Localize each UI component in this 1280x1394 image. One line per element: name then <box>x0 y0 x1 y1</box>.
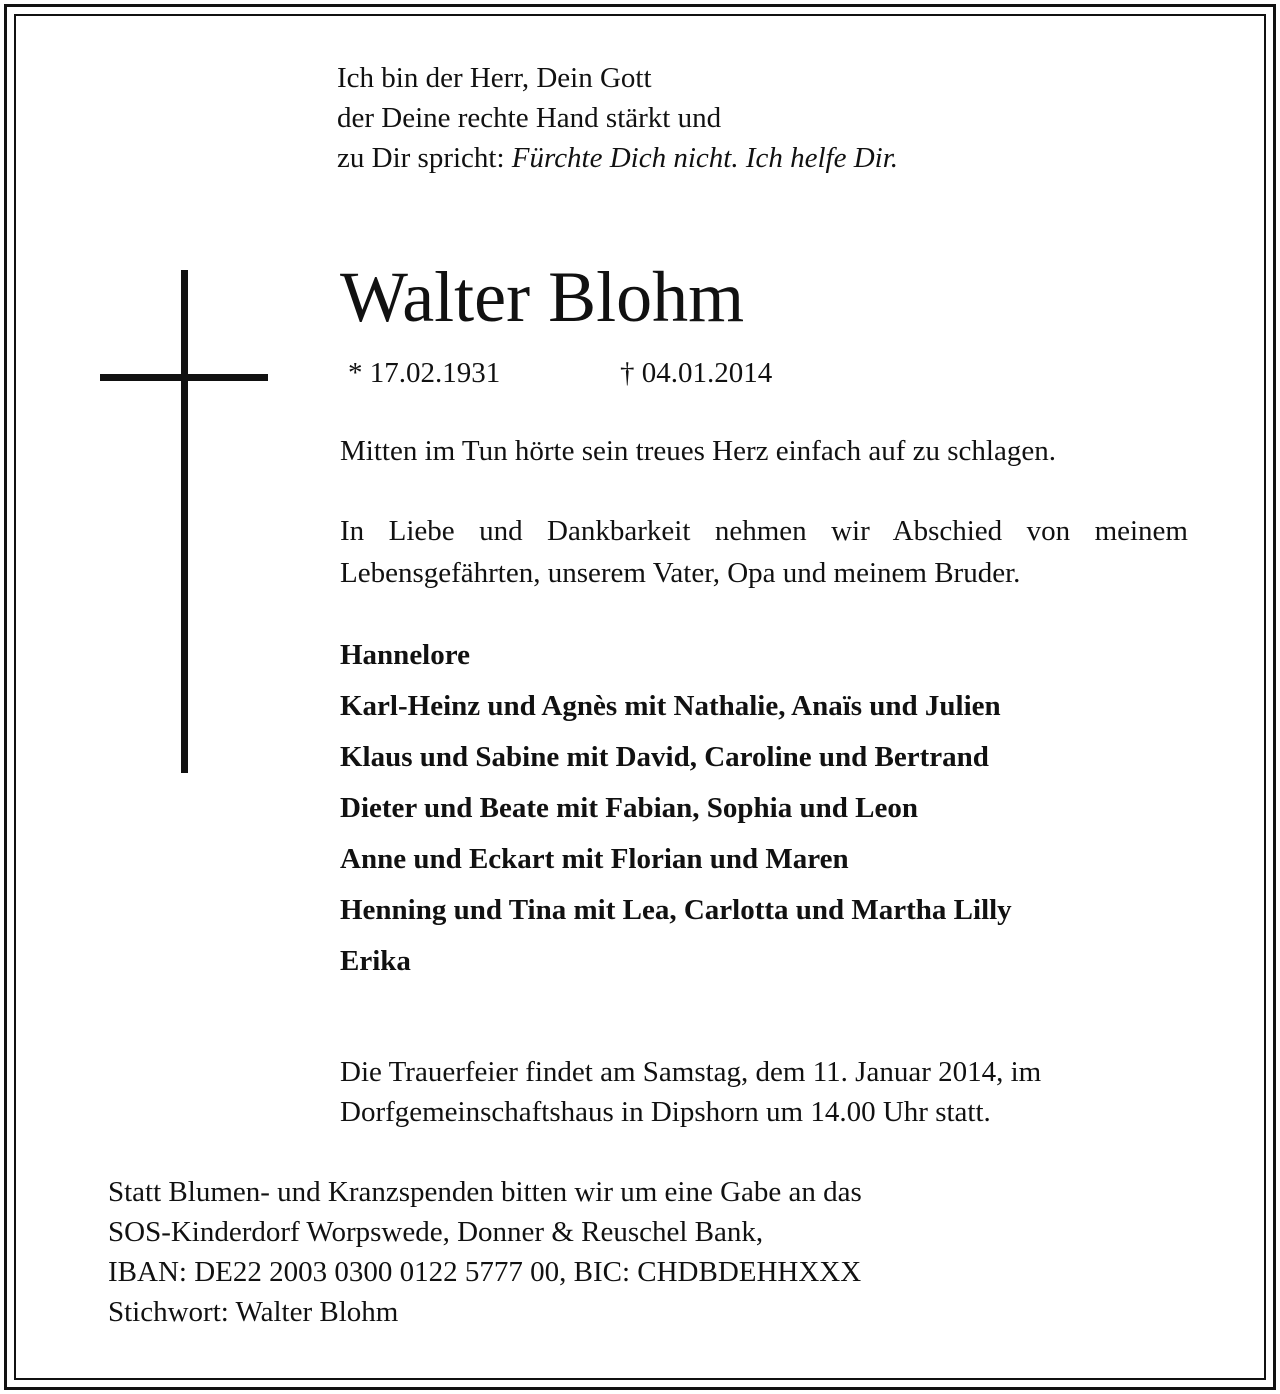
deceased-name: Walter Blohm <box>340 257 745 337</box>
cross-vertical-bar <box>181 270 188 773</box>
donation-info <box>108 1172 862 1332</box>
death-date: † 04.01.2014 <box>620 357 773 389</box>
mourner-entry: Henning und Tina mit Lea, Carlotta und Martha Lilly <box>340 894 1012 926</box>
verse-line-3-plain: zu Dir spricht: <box>337 142 512 174</box>
funeral-service-info <box>340 1052 1041 1132</box>
birth-date: * 17.02.1931 <box>348 357 501 389</box>
donation-line-1: Statt Blumen- und Kranzspenden bitten wir um eine Gabe an das <box>108 1176 862 1208</box>
verse-line-3 <box>337 138 898 178</box>
verse-line-1: Ich bin der Herr, Dein Gott <box>337 62 652 94</box>
mourner-entry: Klaus und Sabine mit David, Caroline und Bertrand <box>340 741 989 773</box>
farewell-line-1: In Liebe und Dankbarkeit nehmen wir Abschied von meinem <box>340 515 1188 547</box>
verse-line-2: der Deine rechte Hand stärkt und <box>337 102 722 134</box>
verse-line-3-italic: Fürchte Dich nicht. Ich helfe Dir. <box>511 142 899 174</box>
donation-line-4: Stichwort: Walter Blohm <box>108 1296 399 1328</box>
mourner-entry: Anne und Eckart mit Florian und Maren <box>340 843 849 875</box>
tribute-text: Mitten im Tun hörte sein treues Herz einfach auf zu schlagen. <box>340 435 1056 467</box>
service-line-1: Die Trauerfeier findet am Samstag, dem 11. Januar 2014, im <box>340 1056 1042 1088</box>
bible-verse <box>337 58 898 178</box>
cross-horizontal-bar <box>100 374 268 381</box>
donation-line-3: IBAN: DE22 2003 0300 0122 5777 00, BIC: CHDBDEHHXXX <box>108 1256 862 1288</box>
mourner-entry: Karl-Heinz und Agnès mit Nathalie, Anaïs und Julien <box>340 690 1001 722</box>
service-line-2: Dorfgemeinschaftshaus in Dipshorn um 14.00 Uhr statt. <box>340 1096 991 1128</box>
donation-line-2: SOS-Kinderdorf Worpswede, Donner & Reuschel Bank, <box>108 1216 764 1248</box>
farewell-text <box>340 510 1188 594</box>
farewell-line-2: Lebensgefährten, unserem Vater, Opa und meinem Bruder. <box>340 557 1021 589</box>
mourners-list <box>340 630 1012 987</box>
mourner-entry: Erika <box>340 945 411 977</box>
mourner-entry: Dieter und Beate mit Fabian, Sophia und Leon <box>340 792 918 824</box>
mourner-entry: Hannelore <box>340 639 470 671</box>
